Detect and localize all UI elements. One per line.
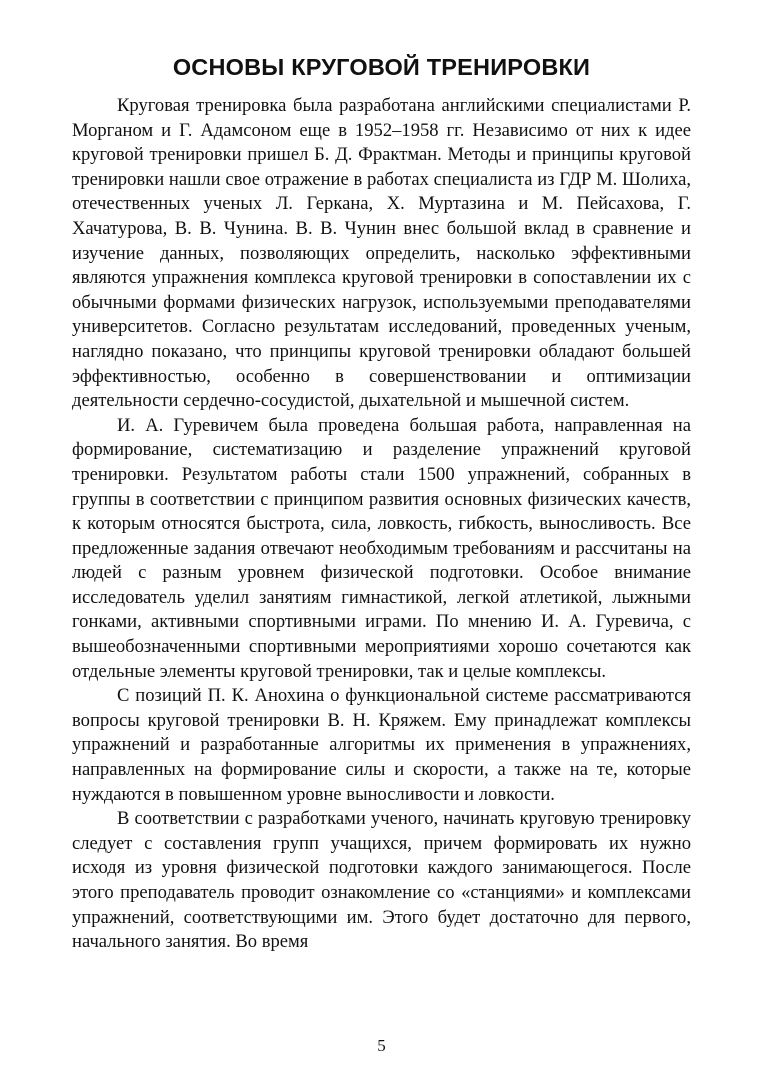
- document-page: [72, 50, 691, 955]
- paragraph-4: В соответствии с разработками ученого, начинать круговую тренировку следует с составления групп учащихся, причем формировать их нужно исходя из уровня физической подготовки каждого занимающегося. После этого преподаватель проводит ознакомление со «станциями» и комплексами упражнений, соответствующими им. Этого будет достаточно для первого, начального занятия. Во время: [72, 808, 691, 953]
- paragraph-3: С позиций П. К. Анохина о функциональной системе рассматриваются вопросы круговой тренировки В. Н. Кряжем. Ему принадлежат комплексы упражнений и разработанные алгоритмы их применения в упражнениях, направленных на формирование силы и скорости, а также на те, которые нуждаются в повышенном уровне выносливости и ловкости.: [72, 685, 691, 805]
- paragraph-1: Круговая тренировка была разработана английскими специалистами Р. Морганом и Г. Адамсоном еще в 1952–1958 гг. Независимо от них к идее круговой тренировки пришел Б. Д. Фрактман. Методы и принципы круговой тренировки нашли свое отражение в работах специалиста из ГДР М. Шолиха, отечественных ученых Л. Геркана, Х. Муртазина и М. Пейсахова, Г. Хачатурова, В. В. Чунина. В. В. Чунин внес большой вклад в сравнение и изучение данных, позволяющих определить, насколько эффективными являются упражнения комплекса круговой тренировки в сопоставлении их с обычными формами физических нагрузок, используемыми преподавателями университетов. Согласно результатам исследований, проведенных ученым, наглядно показано, что принципы круговой тренировки обладают большей эффективностью, особенно в совершенствовании и оптимизации деятельности сердечно-сосудистой, дыхательной и мышечной систем.: [72, 95, 691, 412]
- paragraph-2: И. А. Гуревичем была проведена большая работа, направленная на формирование, систематизацию и разделение упражнений круговой тренировки. Результатом работы стали 1500 упражнений, собранных в группы в соответствии с принципом развития основных физических качеств, к которым относятся быстрота, сила, ловкость, гибкость, выносливость. Все предложенные задания отвечают необходимым требованиям и рассчитаны на людей с разным уровнем физической подготовки. Особое внимание исследователь уделил занятиям гимнастикой, легкой атлетикой, лыжными гонками, активными спортивными играми. По мнению И. А. Гуревича, с вышеобозначенными спортивными мероприятиями хорошо сочетаются как отдельные элементы круговой тренировки, так и целые комплексы.: [72, 414, 691, 682]
- page-number: 5: [377, 1036, 386, 1055]
- page-title: ОСНОВЫ КРУГОВОЙ ТРЕНИРОВКИ: [172, 54, 591, 80]
